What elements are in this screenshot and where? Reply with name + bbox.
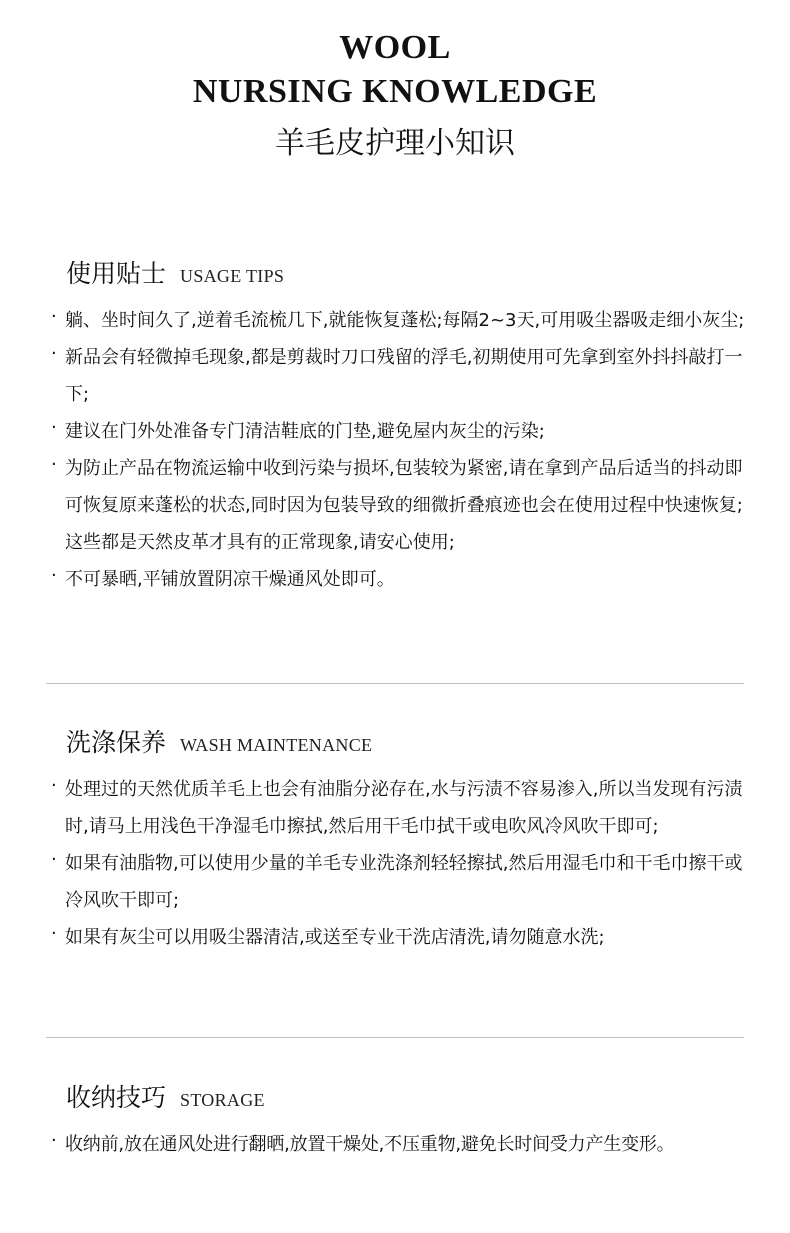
section-divider [46,1037,744,1038]
bullet: · [51,454,57,475]
bullet: · [51,849,57,870]
tips-list [48,771,748,956]
section-divider [46,683,744,684]
list-item [48,302,748,339]
bullet: · [51,775,57,796]
title-en-line1: WOOL [339,29,451,66]
list-item [48,845,748,919]
section-title-en: WASH MAINTENANCE [180,735,373,755]
section-title-cn: 洗涤保养 [66,728,167,757]
bullet: · [51,343,57,364]
tip-text: 如果有灰尘可以用吸尘器清洁,或送至专业干洗店清洗,请勿随意水洗; [65,927,605,948]
list-item [48,561,748,598]
tip-text: 处理过的天然优质羊毛上也会有油脂分泌存在,水与污渍不容易渗入,所以当发现有污渍时,请马上用浅色干净湿毛巾擦拭,然后用干毛巾拭干或电吹风冷风吹干即可; [65,779,743,837]
tip-text: 新品会有轻微掉毛现象,都是剪裁时刀口残留的浮毛,初期使用可先拿到室外抖抖敲打一下; [65,347,743,405]
section-title-cn: 使用贴士 [66,259,167,288]
section-heading [48,1080,748,1116]
list-item [48,339,748,413]
bullet: · [51,923,57,944]
section-heading [48,725,748,761]
bullet: · [51,306,57,327]
list-item [48,413,748,450]
tip-text: 收纳前,放在通风处进行翻晒,放置干燥处,不压重物,避免长时间受力产生变形。 [65,1134,675,1155]
title-cn: 羊毛皮护理小知识 [275,126,515,161]
section-usage-tips [48,256,748,598]
tip-text: 不可暴晒,平铺放置阴凉干燥通风处即可。 [65,569,395,590]
bullet: · [51,417,57,438]
title-en-line2: NURSING KNOWLEDGE [192,73,598,110]
list-item [48,919,748,956]
section-title-en: STORAGE [180,1090,265,1110]
bullet: · [51,1130,57,1151]
page-header [0,26,790,166]
section-heading [48,256,748,292]
tips-list [48,302,748,598]
list-item [48,450,748,561]
section-title-cn: 收纳技巧 [66,1083,167,1112]
tip-text: 建议在门外处准备专门清洁鞋底的门垫,避免屋内灰尘的污染; [65,421,545,442]
tip-text: 躺、坐时间久了,逆着毛流梳几下,就能恢复蓬松;每隔2~3天,可用吸尘器吸走细小灰尘; [65,310,745,331]
tips-list [48,1126,748,1163]
list-item [48,1126,748,1163]
list-item [48,771,748,845]
section-title-en: USAGE TIPS [180,266,285,286]
tip-text: 如果有油脂物,可以使用少量的羊毛专业洗涤剂轻轻擦拭,然后用湿毛巾和干毛巾擦干或冷风吹干即可; [65,853,743,911]
tip-text: 为防止产品在物流运输中收到污染与损坏,包装较为紧密,请在拿到产品后适当的抖动即可恢复原来蓬松的状态,同时因为包装导致的细微折叠痕迹也会在使用过程中快速恢复;这些都是天然皮革才具有的正常现象,请安心使用; [65,458,743,553]
bullet: · [51,565,57,586]
section-storage [48,1080,748,1163]
section-wash-maintenance [48,725,748,956]
